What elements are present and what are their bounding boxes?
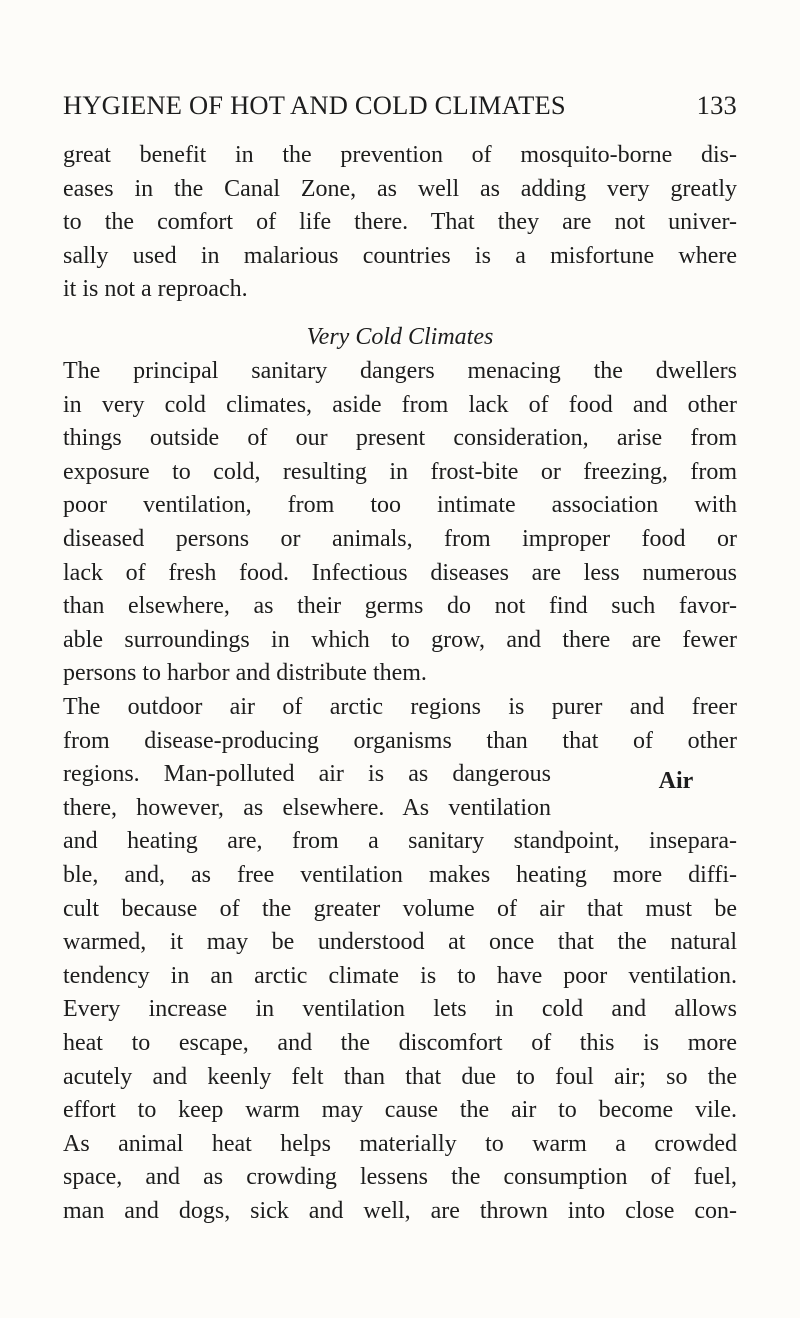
text-line: man and dogs, sick and well, are thrown into close con-: [63, 1197, 737, 1224]
section-heading: Very Cold Climates: [306, 324, 494, 350]
running-head: [63, 90, 737, 121]
text-line: ble, and, as free ventilation makes heating more diffi-: [63, 861, 737, 888]
text-line: from disease-producing organisms than that of other: [63, 727, 737, 754]
text-line: it is not a reproach.: [63, 276, 248, 303]
text-line: cult because of the greater volume of air that must be: [63, 895, 737, 922]
text-line: space, and as crowding lessens the consumption of fuel,: [63, 1164, 737, 1191]
text-line: heat to escape, and the discomfort of this is more: [63, 1029, 737, 1056]
text-line: lack of fresh food. Infectious diseases are less numerous: [63, 559, 737, 586]
text-line: Every increase in ventilation lets in cold and allows: [63, 996, 737, 1023]
text-line: The outdoor air of arctic regions is purer and freer: [63, 694, 737, 720]
paragraph-continuation: [63, 139, 737, 307]
text-line: persons to harbor and distribute them.: [63, 660, 427, 687]
page-number: 133: [696, 90, 737, 120]
text-line: able surroundings in which to grow, and there are fewer: [63, 626, 737, 653]
text-line: to the comfort of life there. That they are not univer-: [63, 209, 737, 236]
text-line: in very cold climates, aside from lack of food and other: [63, 391, 737, 418]
text-line: The principal sanitary dangers menacing the dwellers: [63, 358, 737, 384]
text-line: poor ventilation, from too intimate association with: [63, 492, 737, 519]
text-line: acutely and keenly felt than that due to foul air; so the: [63, 1063, 737, 1090]
text-line: eases in the Canal Zone, as well as adding very greatly: [63, 175, 737, 202]
text-line: As animal heat helps materially to warm a crowded: [63, 1130, 737, 1157]
text-line: effort to keep warm may cause the air to become vile.: [63, 1097, 737, 1124]
text-line: sally used in malarious countries is a misfortune where: [63, 242, 737, 269]
text-line: warmed, it may be understood at once that the natural: [63, 929, 737, 956]
text-line: regions. Man-polluted air is as dangerous: [63, 761, 551, 788]
text-line: tendency in an arctic climate is to have poor ventilation.: [63, 962, 737, 989]
text-line: and heating are, from a sanitary standpoint, insepara-: [63, 828, 737, 855]
text-line: exposure to cold, resulting in frost-bite or freezing, from: [63, 458, 737, 485]
text-line: than elsewhere, as their germs do not find such favor-: [63, 593, 737, 620]
text-line: great benefit in the prevention of mosquito-borne dis-: [63, 142, 737, 168]
text-line: there, however, as elsewhere. As ventilation: [63, 794, 551, 821]
paragraph-dangers: [63, 355, 737, 691]
text-line: diseased persons or animals, from improper food or: [63, 525, 737, 552]
running-head-title: HYGIENE OF HOT AND COLD CLIMATES: [63, 90, 566, 120]
side-note: Air: [658, 768, 694, 794]
text-line: things outside of our present consideration, arise from: [63, 425, 737, 452]
